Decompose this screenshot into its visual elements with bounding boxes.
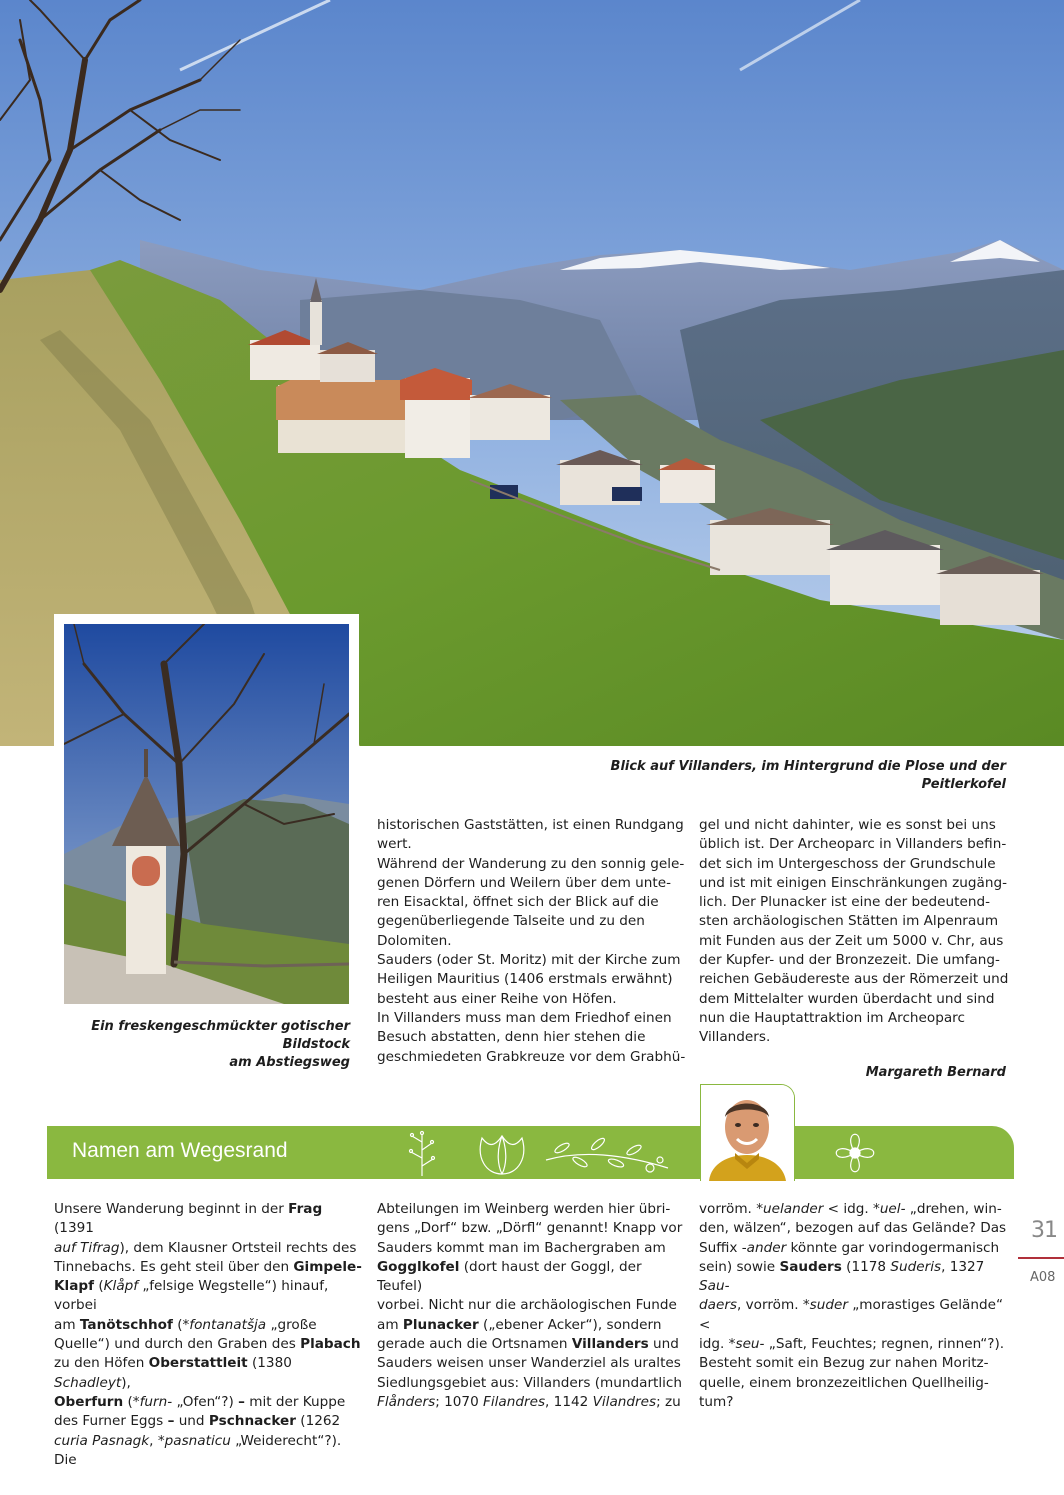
text-line: [377, 1316, 689, 1335]
text-line: Besuch abstatten, denn hier stehen die: [377, 1029, 646, 1046]
historic-form: Suderis: [890, 1258, 942, 1275]
place-name: Villanders: [571, 1336, 649, 1353]
text-line: lich. Der Plunacker ist eine der bedeutend-: [699, 894, 990, 911]
text-run: Besteht somit ein Bezug zur nahen Moritz-: [699, 1355, 989, 1372]
text-run: und: [648, 1336, 679, 1353]
sprig-icon: [402, 1128, 442, 1178]
text-line: sten archäologischen Stätten im Alpenraum: [699, 913, 999, 930]
historic-form: daers: [699, 1297, 737, 1314]
article-column-3: [699, 816, 1009, 1048]
text-run: zu den Höfen: [54, 1355, 149, 1372]
section-banner: [47, 1126, 1014, 1179]
text-run: Suffix -: [699, 1239, 747, 1256]
text-run: ), dem Klausner Ortsteil rechts des: [119, 1239, 357, 1256]
text-line: det sich im Untergeschoss der Grundschule: [699, 855, 996, 872]
text-run: , vorröm. *: [737, 1297, 810, 1314]
text-run: „Saft, Feuchtes; regnen, rinnen“?).: [764, 1336, 1005, 1353]
text-line: [699, 1335, 1011, 1354]
olive-branch-icon: [542, 1130, 672, 1176]
text-line: [377, 1296, 689, 1315]
historic-form: seu-: [735, 1336, 765, 1353]
article-column-2: [377, 816, 687, 1067]
text-line: [699, 1296, 1011, 1335]
place-name: –: [238, 1393, 245, 1410]
text-line: [54, 1335, 366, 1354]
text-line: [699, 1258, 1011, 1297]
text-run: , 1142: [545, 1393, 593, 1410]
text-line: nun die Hauptattraktion im Archeoparc: [699, 1009, 965, 1026]
text-run: sein) sowie: [699, 1258, 780, 1275]
text-line: geschmiedeten Grabkreuze vor dem Grabhü-: [377, 1048, 686, 1065]
historic-form: Sau-: [699, 1278, 730, 1295]
text-run: gens „Dorf“ bzw. „Dörfl“ genannt! Knapp vor: [377, 1220, 683, 1237]
text-run: Siedlungsgebiet aus: Villanders (mundartlich: [377, 1374, 683, 1391]
text-run: Sauders weisen unser Wanderziel als uraltes: [377, 1355, 681, 1372]
text-run: (dort haust der Goggl, der Teufel): [377, 1258, 642, 1295]
place-name: Oberstattleit: [148, 1355, 248, 1372]
historic-form: Klåpf: [103, 1278, 139, 1295]
inset-photo-frame: [54, 614, 359, 1014]
page-number: 31: [1031, 1218, 1057, 1243]
text-line: gegenüberliegende Talseite und zu den: [377, 913, 645, 930]
flower-icon: [820, 1128, 890, 1178]
text-run: des Furner Eggs: [54, 1413, 168, 1430]
text-run: „Weiderecht“?). Die: [54, 1432, 342, 1468]
text-line: Sauders (oder St. Moritz) mit der Kirche zum: [377, 952, 681, 969]
names-column-3: [699, 1200, 1011, 1412]
text-run: Quelle“) und durch den Graben des: [54, 1336, 301, 1353]
place-name: Tanötschhof: [79, 1316, 173, 1333]
place-name: Gimpele-: [293, 1258, 362, 1275]
text-line: Heiligen Mauritius (1406 erstmals erwähnt): [377, 971, 673, 988]
text-run: ),: [121, 1374, 131, 1391]
text-run: ; 1070: [435, 1393, 484, 1410]
historic-form: Vilandres: [592, 1393, 657, 1410]
text-run: Sauders kommt man im Bachergraben am: [377, 1239, 666, 1256]
text-line: [54, 1316, 366, 1335]
text-line: und ist mit einigen Einschränkungen zugäng-: [699, 874, 1007, 891]
place-name: –: [167, 1413, 175, 1430]
text-line: historischen Gaststätten, ist einen Rundgang: [377, 817, 684, 833]
text-run: „drehen, win-: [905, 1201, 1002, 1217]
text-line: [54, 1239, 366, 1258]
place-name: Plunacker: [402, 1316, 479, 1333]
historic-form: ander: [746, 1239, 787, 1256]
text-run: Unsere Wanderung beginnt in der: [54, 1201, 289, 1217]
text-line: Dolomiten.: [377, 932, 452, 949]
place-name: Klapf: [54, 1278, 95, 1295]
historic-form: Flånders: [377, 1393, 436, 1410]
inset-caption: [50, 1018, 350, 1072]
place-name: Pschnacker: [208, 1413, 296, 1430]
text-line: [699, 1200, 1011, 1219]
text-run: (: [172, 1316, 183, 1333]
text-line: [54, 1277, 366, 1316]
text-run: Tinnebachs. Es geht steil über den: [54, 1258, 294, 1275]
text-run: quelle, einem bronzezeitlichen Quellheilig-: [699, 1374, 989, 1391]
text-run: könnte gar vorindogermanisch: [786, 1239, 1000, 1256]
author-byline: Margareth Bernard: [865, 1065, 1006, 1080]
names-column-2: [377, 1200, 689, 1412]
inset-caption-line: Ein freskengeschmückter gotischer Bildstock: [91, 1019, 350, 1052]
section-title: Namen am Wegesrand: [72, 1139, 288, 1162]
text-line: [699, 1374, 1011, 1393]
text-line: [54, 1412, 366, 1431]
text-run: (1178: [841, 1258, 891, 1275]
text-line: [377, 1393, 689, 1412]
text-line: mit Funden aus der Zeit um 5000 v. Chr, aus: [699, 932, 1004, 949]
text-line: [377, 1239, 689, 1258]
text-line: der Kupfer- und der Bronzezeit. Die umfang-: [699, 952, 1000, 969]
text-line: [377, 1200, 689, 1219]
historic-form: Schadleyt: [54, 1374, 122, 1391]
text-line: [377, 1374, 689, 1393]
text-run: („ebener Acker“), sondern: [478, 1316, 662, 1333]
text-line: [699, 1219, 1011, 1238]
text-run: (1391: [54, 1220, 94, 1237]
text-run: (1380: [247, 1355, 292, 1372]
historic-form: Filandres: [483, 1393, 546, 1410]
text-run: gerade auch die Ortsnamen: [377, 1336, 572, 1353]
text-run: vorröm. *: [699, 1201, 763, 1217]
text-line: [699, 1393, 1011, 1412]
text-run: ; zu: [656, 1393, 681, 1410]
historic-form: auf Tifrag: [54, 1239, 120, 1256]
text-line: In Villanders muss man dem Friedhof einen: [377, 1009, 672, 1026]
text-line: [377, 1335, 689, 1354]
text-line: [699, 1354, 1011, 1373]
text-run: am: [54, 1316, 80, 1333]
historic-form: suder: [809, 1297, 848, 1314]
text-line: dem Mittelalter wurden überdacht und sind: [699, 990, 995, 1007]
text-run: vorbei. Nicht nur die archäologischen Funde: [377, 1297, 677, 1314]
historic-form: uel-: [879, 1201, 906, 1217]
text-run: am: [377, 1316, 403, 1333]
section-code: A08: [1030, 1270, 1056, 1285]
text-line: [377, 1354, 689, 1373]
text-line: [377, 1219, 689, 1238]
text-run: , *: [149, 1432, 165, 1449]
historic-form: pasnaticu: [164, 1432, 231, 1449]
text-run: „große: [266, 1316, 317, 1333]
text-run: mit der Kuppe: [244, 1393, 346, 1410]
text-line: [54, 1393, 366, 1412]
text-line: besteht aus einer Reihe von Höfen.: [377, 990, 617, 1007]
inset-caption-line: am Abstiegsweg: [229, 1055, 350, 1070]
text-run: „Ofen“?): [172, 1393, 239, 1410]
text-run: tum?: [699, 1393, 734, 1410]
place-name: Gogglkofel: [377, 1258, 460, 1275]
place-name: Sauders: [779, 1258, 842, 1275]
text-run: und: [174, 1413, 209, 1430]
text-run: den, wälzen“, bezogen auf das Gelände? Das: [699, 1220, 1007, 1237]
text-run: (: [94, 1278, 104, 1295]
historic-form: uelander: [763, 1201, 824, 1217]
text-line: genen Dörfern und Weilern über dem unte-: [377, 874, 672, 891]
text-line: ren Eisacktal, öffnet sich der Blick auf die: [377, 894, 659, 911]
tulip-icon: [472, 1128, 532, 1178]
place-name: Oberfurn: [54, 1393, 124, 1410]
text-line: [699, 1239, 1011, 1258]
text-line: Villanders.: [699, 1029, 771, 1046]
place-name: Frag: [288, 1201, 323, 1217]
text-line: [377, 1258, 689, 1297]
historic-form: curia Pasnagk: [54, 1432, 150, 1449]
historic-form: furn-: [139, 1393, 173, 1410]
hero-caption: Blick auf Villanders, im Hintergrund die Plose und der Peitlerkofel: [610, 759, 1006, 792]
author-avatar: [701, 1085, 794, 1181]
text-line: [54, 1258, 366, 1277]
names-column-1: [54, 1200, 366, 1470]
text-line: gel und nicht dahinter, wie es sonst bei uns: [699, 817, 996, 833]
text-run: „morastiges Gelände“ <: [699, 1297, 1004, 1333]
page-rule: [1018, 1257, 1064, 1259]
text-line: reichen Gebäudereste aus der Römerzeit und: [699, 971, 1009, 988]
author-portrait: [700, 1084, 795, 1181]
text-run: , 1327: [941, 1258, 985, 1275]
text-line: [54, 1200, 366, 1239]
wayside-shrine-photo: [64, 624, 349, 1004]
text-line: Während der Wanderung zu den sonnig gele-: [377, 855, 685, 872]
text-run: Abteilungen im Weinberg werden hier übri-: [377, 1201, 671, 1217]
text-run: idg. *: [699, 1336, 736, 1353]
text-line: üblich ist. Der Archeoparc in Villanders befin-: [699, 836, 1007, 853]
text-line: [54, 1354, 366, 1393]
text-line: [54, 1432, 366, 1471]
text-run: „felsige Wegstelle“) hinauf, vorbei: [54, 1278, 329, 1314]
text-run: < idg. *: [823, 1201, 880, 1217]
text-run: (1262: [295, 1413, 341, 1430]
historic-form: *fontanatšja: [182, 1316, 267, 1333]
place-name: Plabach: [300, 1336, 361, 1353]
text-run: (*: [123, 1393, 140, 1410]
text-line: wert.: [377, 836, 412, 853]
